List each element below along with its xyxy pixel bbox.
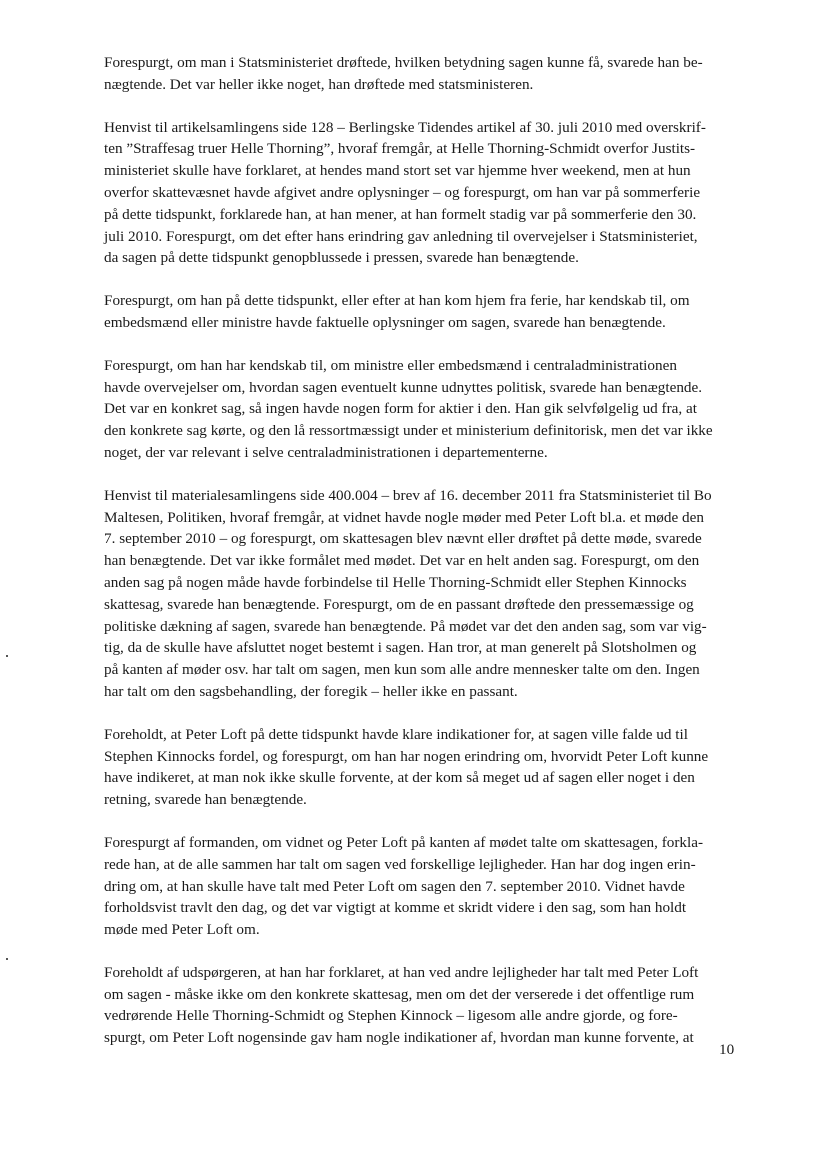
text-line: på dette tidspunkt, forklarede han, at han mener, at han formelt stadig var på sommerferie den 30. — [104, 205, 697, 223]
text-line: Henvist til artikelsamlingens side 128 – Berlingske Tidendes artikel af 30. juli 2010 med overskrif- — [104, 118, 706, 136]
document-body — [104, 52, 726, 1070]
scan-speck — [6, 655, 8, 657]
scan-speck — [6, 958, 8, 960]
text-line: embedsmænd eller ministre havde faktuelle oplysninger om sagen, svarede han benægtende. — [104, 313, 666, 331]
text-line: Forespurgt, om han har kendskab til, om ministre eller embedsmænd i centraladministrationen — [104, 356, 677, 374]
text-line: havde overvejelser om, hvordan sagen eventuelt kunne udnyttes politisk, svarede han benægtende. — [104, 378, 703, 396]
text-line: Foreholdt af udspørgeren, at han har forklaret, at han ved andre lejligheder har talt med Peter Loft — [104, 963, 699, 981]
text-line: da sagen på dette tidspunkt genopblussede i pressen, svarede han benægtende. — [104, 249, 579, 267]
paragraph — [104, 724, 726, 811]
text-line: spurgt, om Peter Loft nogensinde gav ham nogle indikationer af, hvordan man kunne forvente, at — [104, 1029, 694, 1047]
text-line: ten ”Straffesag truer Helle Thorning”, hvoraf fremgår, at Helle Thorning-Schmidt overfor Justits- — [104, 140, 696, 158]
text-line: tig, da de skulle have afsluttet noget bestemt i sagen. Han tror, at man generelt på Slotsholmen og — [104, 639, 697, 657]
paragraph — [104, 290, 726, 334]
text-line: anden sag på nogen måde havde forbindelse til Helle Thorning-Schmidt eller Stephen Kinnocks — [104, 573, 687, 591]
text-line: han benægtende. Det var ikke formålet med mødet. Det var en helt anden sag. Forespurgt, om den — [104, 552, 700, 570]
text-line: Stephen Kinnocks fordel, og forespurgt, om han har nogen erindring om, hvorvidt Peter Loft kunne — [104, 747, 709, 765]
text-line: på kanten af møder osv. har talt om sagen, men kun som alle andre mennesker talte om den. Ingen — [104, 661, 700, 679]
text-line: Maltesen, Politiken, hvoraf fremgår, at vidnet havde nogle møder med Peter Loft bl.a. et møde den — [104, 508, 704, 526]
paragraph — [104, 962, 726, 1049]
paragraph — [104, 52, 726, 96]
text-line: skattesag, svarede han benægtende. Forespurgt, om de en passant drøftede den pressemæssige og — [104, 595, 694, 613]
text-line: Det var en konkret sag, så ingen havde nogen form for aktier i den. Han gik selvfølgelig ud fra, at — [104, 400, 697, 418]
text-line: Forespurgt, om man i Statsministeriet drøftede, hvilken betydning sagen kunne få, svarede han be- — [104, 54, 703, 71]
text-line: Henvist til materialesamlingens side 400.004 – brev af 16. december 2011 fra Statsministeriet til Bo — [104, 486, 712, 504]
text-line: politiske dækning af sagen, svarede han benægtende. På mødet var det den anden sag, som var vig- — [104, 617, 707, 635]
text-line: nægtende. Det var heller ikke noget, han drøftede med statsministeren. — [104, 75, 534, 93]
page-number: 10 — [719, 1041, 735, 1058]
text-line: Forespurgt af formanden, om vidnet og Peter Loft på kanten af mødet talte om skattesagen, forkla- — [104, 833, 704, 851]
text-line: have indikeret, at man nok ikke skulle forvente, at der kom så meget ud af sagen eller noget i den — [104, 769, 695, 787]
paragraph — [104, 485, 726, 703]
text-line: Forespurgt, om han på dette tidspunkt, eller efter at han kom hjem fra ferie, har kendskab til, om — [104, 292, 690, 310]
text-line: forholdsvist travlt den dag, og det var vigtigt at komme et skridt videre i den sag, som han holdt — [104, 899, 687, 917]
text-line: overfor skattevæsnet havde afgivet andre oplysninger – og forespurgt, om han var på sommerferie — [104, 183, 701, 201]
text-line: møde med Peter Loft om. — [104, 921, 260, 939]
text-line: vedrørende Helle Thorning-Schmidt og Stephen Kinnock – ligesom alle andre gjorde, og fore- — [104, 1007, 678, 1025]
text-line: ministeriet skulle have forklaret, at hendes mand stort set var hjemme hver weekend, men at hun — [104, 162, 691, 180]
text-line: om sagen - måske ikke om den konkrete skattesag, men om det der verserede i det offentlige rum — [104, 985, 695, 1003]
paragraph — [104, 117, 726, 270]
text-line: juli 2010. Forespurgt, om det efter hans erindring gav anledning til overvejelser i Statsministeriet, — [104, 227, 698, 245]
text-line: den konkrete sag kørte, og den lå ressortmæssigt under et ministerium definitorisk, men det var ikke — [104, 422, 713, 440]
text-line: noget, der var relevant i selve centraladministrationen i departementerne. — [104, 443, 548, 461]
text-line: retning, svarede han benægtende. — [104, 791, 307, 809]
paragraph — [104, 832, 726, 941]
text-line: dring om, at han skulle have talt med Peter Loft om sagen den 7. september 2010. Vidnet havde — [104, 877, 685, 895]
text-line: rede han, at de alle sammen har talt om sagen ved forskellige lejligheder. Han har dog ingen erin- — [104, 855, 696, 873]
text-line: 7. september 2010 – og forespurgt, om skattesagen blev nævnt eller drøftet på dette møde, svarede — [104, 530, 702, 548]
text-line: Foreholdt, at Peter Loft på dette tidspunkt havde klare indikationer for, at sagen ville falde ud til — [104, 725, 688, 743]
paragraph — [104, 355, 726, 464]
text-line: har talt om den sagsbehandling, der foregik – heller ikke en passant. — [104, 682, 518, 700]
